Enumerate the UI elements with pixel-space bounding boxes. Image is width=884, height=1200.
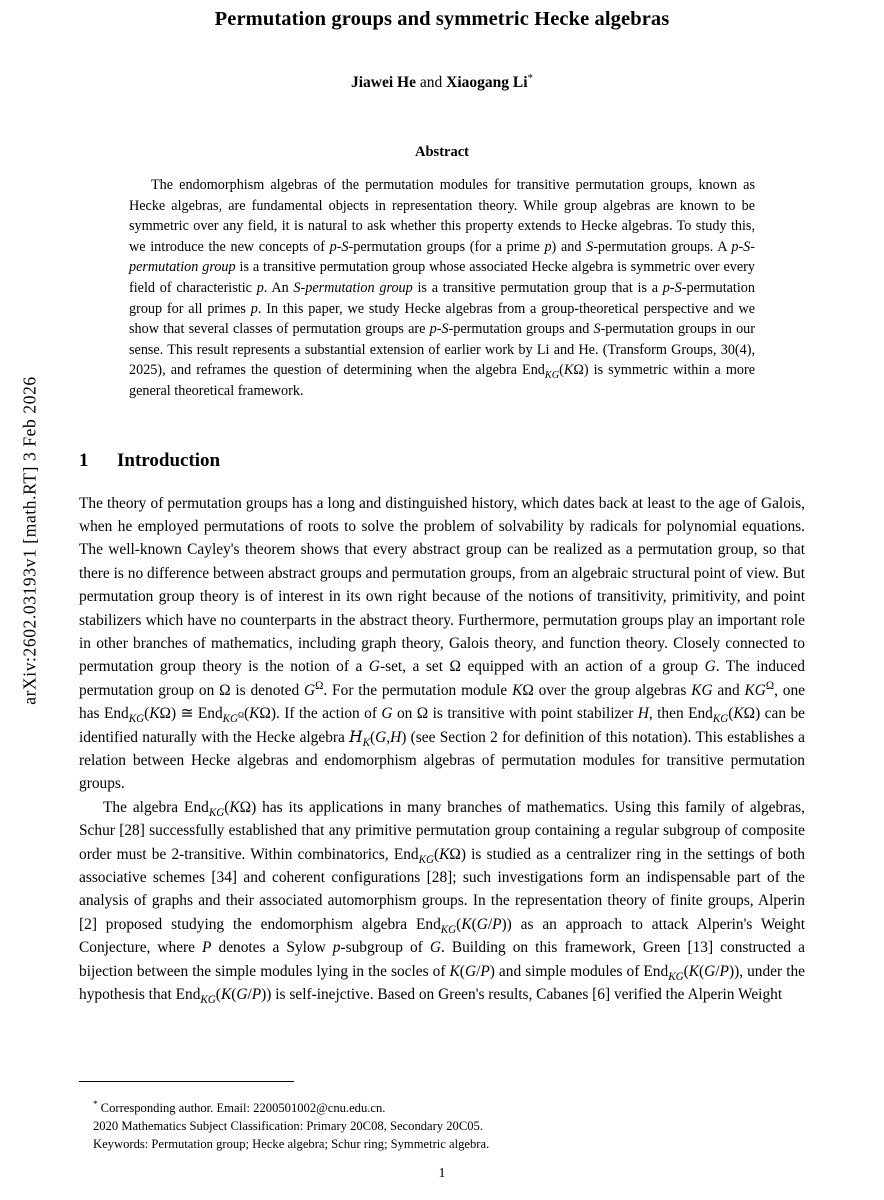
section-title: Introduction — [117, 449, 221, 471]
footnote-msc: 2020 Mathematics Subject Classification: Primary 20C08, Secondary 20C05. — [93, 1119, 484, 1134]
author-name-second: Xiaogang Li — [446, 74, 528, 91]
abstract-body — [129, 175, 755, 402]
paragraph-1: The theory of permutation groups has a long and distinguished history, which dates back at least to the age of Galois, when he employed permutations of roots to solve the problem of solvability by radicals for polynomial equations. The well-known Cayley's theorem shows that every abstract group can be realized as a permutation group, so that there is no difference between abstract groups and permutation groups, from an algebraic structural point of view. But permutation group theory is of interest in its own right because of the notions of transitivity, primitivity, and point stabilizers which have no counterparts in the abstract theory. Furthermore, permutation groups play an important role in other branches of mathematics, including graph theory, Galois theory, and function theory. Closely connected to permutation group theory is the notion of a G-set, a set Ω equipped with an action of a group G. The induced permutation group on Ω is denoted $G^\Omega$. For the permutation module KΩ over the group algebras KG and $KG^\Omega$, one has End$_{KG}$(KΩ) ≅ End$_{KG^\Omega}$(KΩ). If the action of G on Ω is transitive with point stabilizer H, then End$_{KG}$(KΩ) can be identified naturally with the Hecke algebra $H_K(G,H)$ (see Section 2 for definition of this notation). This establishes a relation between Hecke algebras and endomorphism algebras of permutation modules for transitive permutation groups. — [79, 494, 805, 793]
paragraph-2: The algebra End$_{KG}$(KΩ) has its applications in many branches of mathematics. Using this family of algebras, Schur [28] successfully established that any primitive permutation group containing a regular subgroup of composite order must be 2-transitive. Within combinatorics, End$_{KG}$(KΩ) is studied as a centralizer ring in the settings of both associative schemes [34] and coherent configurations [28]; such investigations form an indispensable part of the analysis of graphs and their associated automorphism groups. In the representation theory of finite groups, Alperin [2] proposed studying the endomorphism algebra End$_{KG}$(K(G/P)) as an approach to attack Alperin's Weight Conjecture, where P denotes a Sylow p-subgroup of G. Building on this framework, Green [13] constructed a bijection between the simple modules lying in the socles of K(G/P) and simple modules of End$_{KG}$(K(G/P)), under the hypothesis that End$_{KG}$(K(G/P)) is self-inejctive. Based on Green's results, Cabanes [6] verified the Alperin Weight — [79, 798, 805, 1007]
section-heading-introduction — [79, 450, 805, 472]
abstract-paragraph: The endomorphism algebras of the permutation modules for transitive permutation groups, known as Hecke algebras, are fundamental objects in representation theory. While group algebras are known to be symmetric over any field, it is natural to ask whether this property extends to Hecke algebras. To study this, we introduce the new concepts of p-S-permutation groups (for a prime p) and S-permutation groups. A p-S-permutation group is a transitive permutation group whose associated Hecke algebra is symmetric over every field of characteristic p. An S-permutation group is a transitive permutation group that is a p-S-permutation group for all primes p. In this paper, we study Hecke algebras from a group-theoretical perspective and we show that several classes of permutation groups are p-S-permutation groups and S-permutation groups in our sense. This result represents a substantial extension of earlier work by Li and He. (Transform Groups, 30(4), 2025), and reframes the question of determining when the algebra End$_{KG}$(KΩ) is symmetric within a more general theoretical framework. — [129, 177, 755, 399]
paper-content — [79, 0, 805, 1006]
footnote-block — [79, 1100, 805, 1154]
footnote-corresponding-author — [79, 1100, 805, 1118]
author-list — [79, 71, 805, 92]
page-title: Permutation groups and symmetric Hecke algebras — [214, 8, 670, 30]
page-number: 1 — [438, 1166, 446, 1181]
footnote-line-1: Corresponding author. Email: 2200501002@cnu.edu.cn. — [97, 1101, 386, 1116]
author-conjunction: and — [415, 74, 447, 91]
footnote-keywords: Keywords: Permutation group; Hecke algebra; Schur ring; Symmetric algebra. — [93, 1137, 490, 1152]
arxiv-identifier-stamp: arXiv:2602.03193v1 [math.RT] 3 Feb 2026 — [19, 376, 40, 705]
introduction-body — [79, 492, 805, 1007]
author-name-first: Jiawei He — [350, 74, 416, 91]
footnote-divider — [79, 1081, 294, 1082]
author-footnote-marker: * — [527, 71, 534, 84]
footnote-star-marker: * — [93, 1099, 98, 1110]
abstract-heading: Abstract — [415, 144, 469, 160]
section-number: 1 — [79, 449, 89, 471]
